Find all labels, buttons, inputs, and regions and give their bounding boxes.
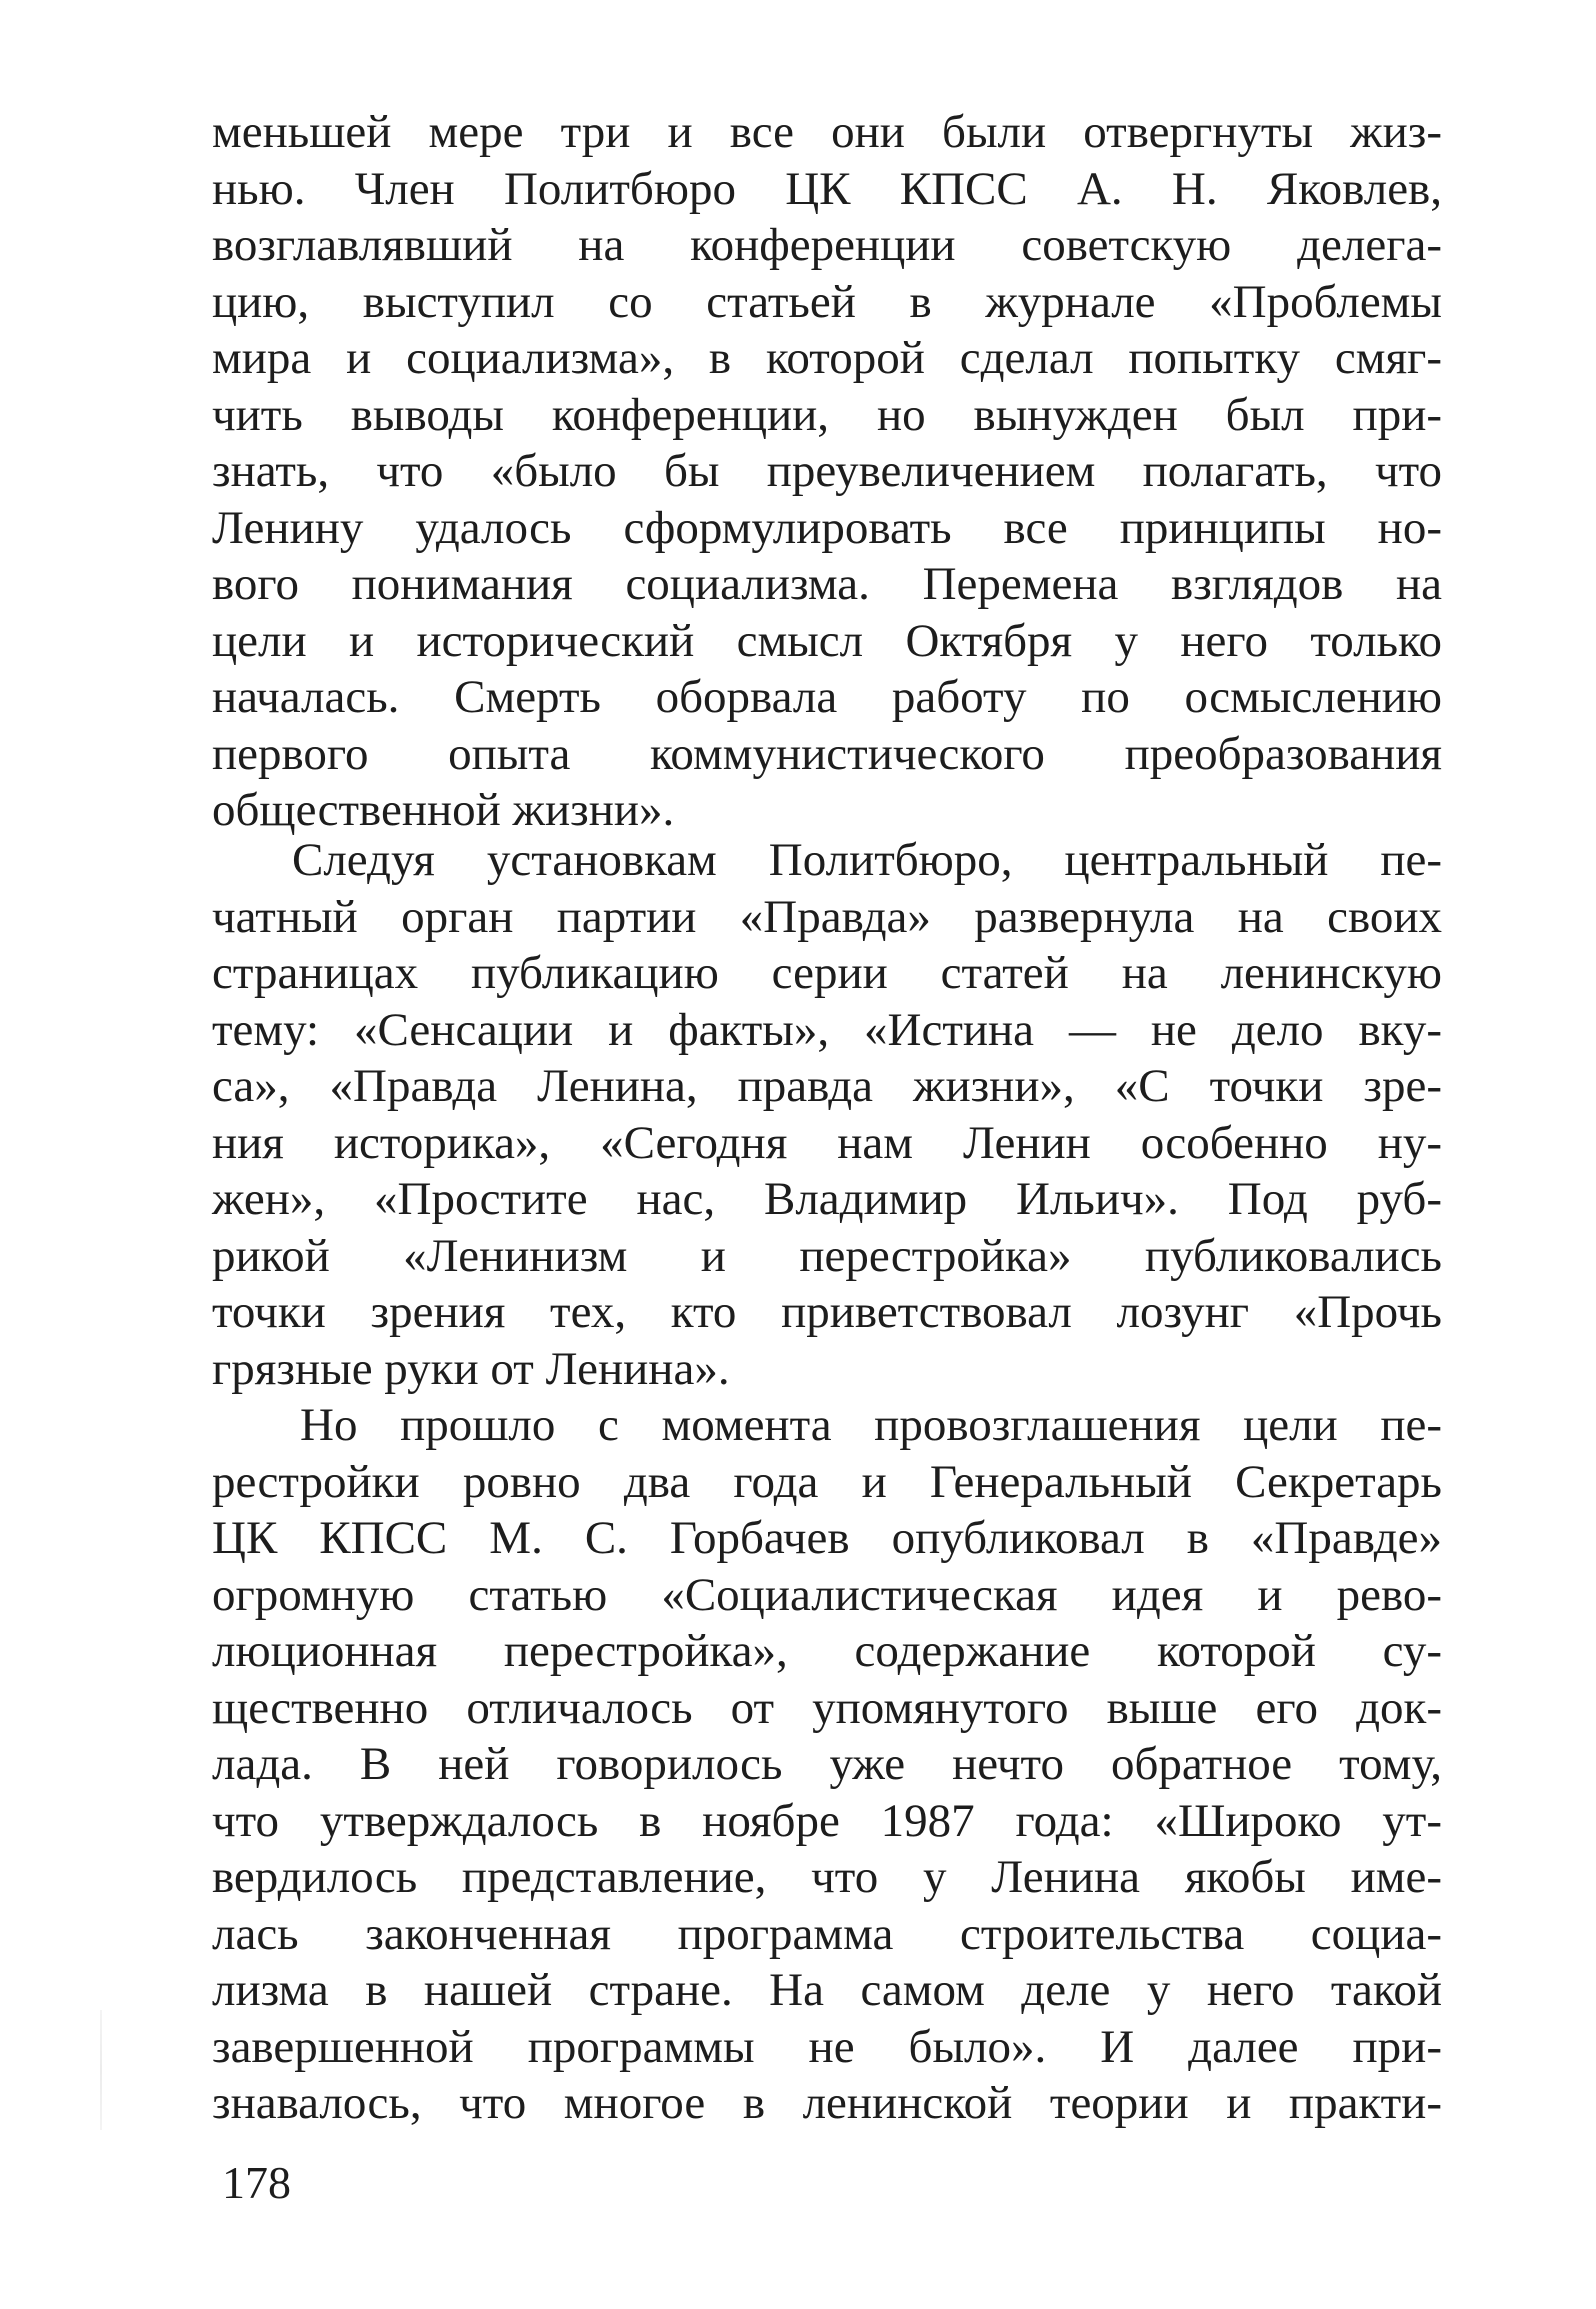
text-line: первого опыта коммунистического преобразования bbox=[212, 727, 1442, 780]
text-line: лизма в нашей стране. На самом деле у него такой bbox=[212, 1964, 1442, 2016]
text-line: рикой «Ленинизм и перестройка» публиковались bbox=[212, 1229, 1442, 1282]
text-line: завершенной программы не было». И далее при- bbox=[212, 2020, 1442, 2073]
text-line: что утверждалось в ноябре 1987 года: «Широко ут- bbox=[212, 1794, 1442, 1847]
text-line: Следуя установкам Политбюро, центральный пе- bbox=[292, 834, 1442, 886]
text-line: чить выводы конференции, но вынужден был при- bbox=[212, 388, 1442, 441]
text-line: рестройки ровно два года и Генеральный Секретарь bbox=[212, 1455, 1442, 1508]
text-line: вердилось представление, что у Ленина якобы име- bbox=[212, 1851, 1442, 1903]
text-line: лада. В ней говорилось уже нечто обратное тому, bbox=[212, 1738, 1442, 1790]
scan-edge-mark bbox=[100, 2010, 102, 2130]
text-line: лась законченная программа строительства социа- bbox=[212, 1907, 1442, 1960]
text-line: меньшей мере три и все они были отвергнуты жиз- bbox=[212, 106, 1442, 158]
text-line: мира и социализма», в которой сделал попытку смяг- bbox=[212, 332, 1442, 384]
text-line: цели и исторический смысл Октября у него только bbox=[212, 614, 1442, 667]
text-line: грязные руки от Ленина». bbox=[212, 1342, 730, 1395]
text-line: вого понимания социализма. Перемена взглядов на bbox=[212, 558, 1442, 610]
text-line: нью. Член Политбюро ЦК КПСС А. Н. Яковлев, bbox=[212, 162, 1442, 215]
text-line: огромную статью «Социалистическая идея и рево- bbox=[212, 1568, 1442, 1621]
text-line: Ленину удалось сформулировать все принципы но- bbox=[212, 501, 1442, 554]
text-line: началась. Смерть оборвала работу по осмыслению bbox=[212, 671, 1442, 723]
text-line: страницах публикацию серии статей на ленинскую bbox=[212, 947, 1442, 999]
text-line: возглавлявший на конференции советскую делега- bbox=[212, 219, 1442, 271]
text-line: цию, выступил со статьей в журнале «Проблемы bbox=[212, 275, 1442, 328]
page-number: 178 bbox=[222, 2157, 291, 2208]
text-line: знать, что «было бы преувеличением полагать, что bbox=[212, 445, 1442, 497]
text-line: жен», «Простите нас, Владимир Ильич». Под руб- bbox=[212, 1173, 1442, 1225]
text-line: общественной жизни». bbox=[212, 784, 675, 836]
text-line: люционная перестройка», содержание которой су- bbox=[212, 1625, 1442, 1677]
text-line: ЦК КПСС М. С. Горбачев опубликовал в «Правде» bbox=[212, 1512, 1442, 1564]
text-line: Но прошло с момента провозглашения цели пе- bbox=[300, 1399, 1442, 1451]
text-line: точки зрения тех, кто приветствовал лозунг «Прочь bbox=[212, 1286, 1442, 1338]
text-line: са», «Правда Ленина, правда жизни», «С точки зре- bbox=[212, 1060, 1442, 1112]
paragraph-1 bbox=[212, 104, 1442, 839]
text-line: тему: «Сенсации и факты», «Истина — не дело вку- bbox=[212, 1003, 1442, 1056]
text-line: ния историка», «Сегодня нам Ленин особенно ну- bbox=[212, 1116, 1442, 1169]
text-line: чатный орган партии «Правда» развернула на своих bbox=[212, 890, 1442, 943]
paragraph-2 bbox=[212, 832, 1442, 1397]
paragraph-3 bbox=[212, 1397, 1442, 2132]
text-line: щественно отличалось от упомянутого выше его док- bbox=[212, 1681, 1442, 1734]
text-line: знавалось, что многое в ленинской теории и практи- bbox=[212, 2077, 1442, 2129]
